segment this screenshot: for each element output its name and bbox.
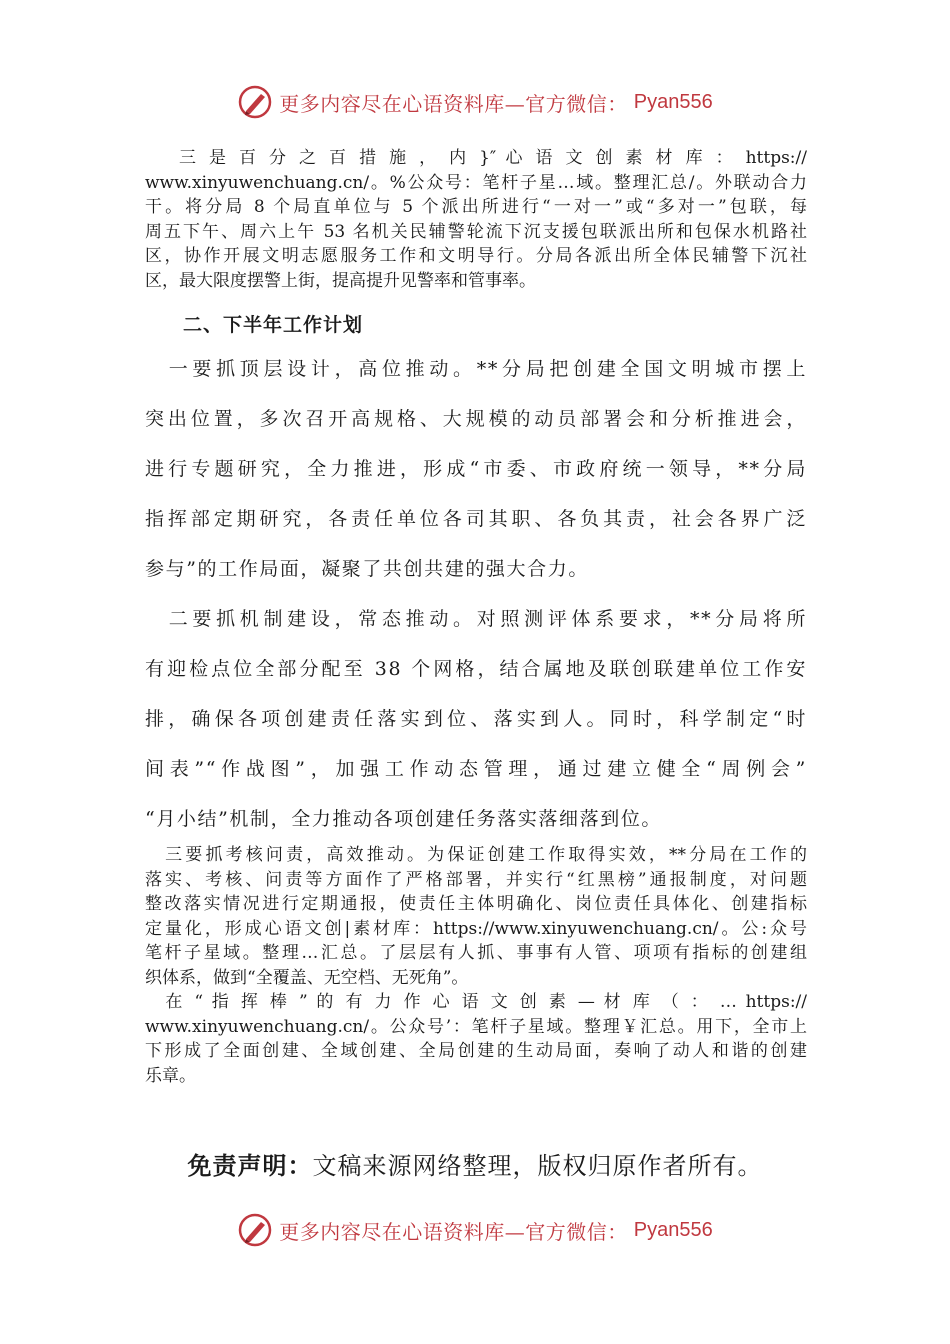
text-line: 在 “ 指 挥 棒 ” 的 有 力 作 心 语 文 创 素 — 材 库 （ ： … https:// (145, 992, 807, 1012)
text-line: 定量化，形成心语文创|素材库：https://www.xinyuwenchuang.cn/。公:众号 (145, 918, 807, 939)
text-line: 落实、考核、问责等方面作了严格部署，并实行“红黑榜”通报制度，对问题 (145, 869, 807, 890)
text-line: 笔杆子星域。整理…汇总。了层层有人抓、事事有人管、项项有指标的创建组 (145, 943, 807, 963)
plan3-paragraph (145, 843, 807, 990)
section1-paragraph (145, 146, 807, 293)
text-line: “月小结”机制，全力推动各项创建任务落实落细落到位。 (145, 808, 663, 830)
plan4-paragraph (145, 990, 807, 1088)
plan1 (145, 344, 807, 594)
text-line: 乐章。 (145, 1065, 196, 1086)
text-line: 区，协作开展文明志愿服务工作和文明导行。分局各派出所全体民辅警下沉社 (145, 246, 807, 266)
text-line: 周五下午、周六上午 53 名机关民辅警轮流下沉支援包联派出所和包保水机路社 (145, 221, 807, 242)
text-line: 一要抓顶层设计，高位推动。**分局把创建全国文明城市摆上 (145, 358, 807, 380)
text-line: 参与”的工作局面，凝聚了共创共建的强大合力。 (145, 558, 589, 580)
wechat-id: Pyan556 (633, 1218, 713, 1241)
text-line: www.xinyuwenchuang.cn/。公众号’：笔杆子星域。整理￥汇总。用下，全市上 (145, 1016, 807, 1037)
plan2 (145, 594, 807, 844)
text-line: 区，最大限度摆警上街，提高提升见警率和管事率。 (145, 270, 536, 291)
disclaimer (0, 1146, 950, 1181)
text-line: 排，确保各项创建责任落实到位、落实到人。同时，科学制定“时 (145, 708, 807, 730)
heading-text: 二、下半年工作计划 (183, 314, 364, 336)
pen-logo-icon (237, 1212, 273, 1248)
banner-text: 更多内容尽在心语资料库—官方微信： (279, 91, 628, 116)
plan1-paragraph (145, 344, 807, 594)
disclaimer-text: 文稿来源网络整理，版权归原作者所有。 (312, 1152, 763, 1180)
text-line: 三 是 百 分 之 百 措 施 ， 内 }″ 心 语 文 创 素 材 库 ： https:// (179, 148, 807, 168)
section1 (145, 146, 807, 293)
section-heading (145, 310, 807, 337)
plan4 (145, 990, 807, 1088)
text-line: 下形成了全面创建、全域创建、全局创建的生动局面，奏响了动人和谐的创建 (145, 1041, 807, 1061)
plan3 (145, 843, 807, 990)
footer-banner (0, 1208, 950, 1252)
text-line: www.xinyuwenchuang.cn/。%公众号：笔杆子星…域。整理汇总/。外联动合力 (145, 172, 807, 193)
text-line: 有迎检点位全部分配至 38 个网格，结合属地及联创联建单位工作安 (145, 658, 807, 680)
text-line: 二要抓机制建设，常态推动。对照测评体系要求，**分局将所 (145, 608, 807, 630)
text-line: 三要抓考核问责，高效推动。为保证创建工作取得实效，**分局在工作的 (145, 845, 807, 865)
header-banner (0, 80, 950, 124)
text-line: 突出位置，多次召开高规格、大规模的动员部署会和分析推进会， (145, 408, 807, 430)
wechat-id: Pyan556 (633, 90, 713, 113)
text-line: 进行专题研究，全力推进，形成“市委、市政府统一领导，**分局 (145, 458, 807, 480)
text-line: 整改落实情况进行定期通报，使责任主体明确化、岗位责任具体化、创建指标 (145, 894, 807, 914)
banner-text: 更多内容尽在心语资料库—官方微信： (279, 1219, 628, 1244)
text-line: 指挥部定期研究，各责任单位各司其职、各负其责，社会各界广泛 (145, 508, 807, 530)
text-line: 干。将分局 8 个局直单位与 5 个派出所进行“一对一”或“多对一”包联，每 (145, 197, 807, 217)
text-line: 间表”“作战图”，加强工作动态管理，通过建立健全“周例会” (145, 758, 807, 780)
text-line: 织体系，做到“全覆盖、无空档、无死角”。 (145, 967, 469, 988)
pen-logo-icon (237, 84, 273, 120)
disclaimer-label: 免责声明： (187, 1152, 313, 1180)
plan2-paragraph (145, 594, 807, 844)
